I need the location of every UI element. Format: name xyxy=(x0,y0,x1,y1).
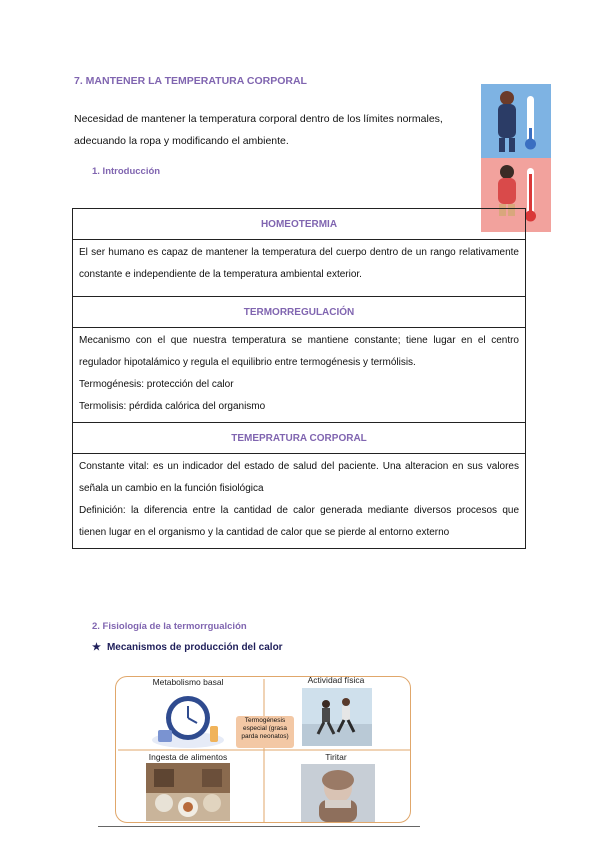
concepts-table xyxy=(72,208,526,549)
caption-ingesta: Ingesta de alimentos xyxy=(148,752,228,762)
termogenesis-box xyxy=(236,716,294,748)
intro-line-1: Necesidad de mantener la temperatura corporal dentro de los límites normales, xyxy=(74,113,443,125)
temperatura-body xyxy=(73,453,525,548)
termogenesis-text: Termogénesis: protección del calor xyxy=(79,379,234,390)
homeotermia-title: HOMEOTERMIA xyxy=(260,218,338,230)
termorregulacion-text: Mecanismo con el que nuestra temperatura se mantiene constante; tiene lugar en el centro regulador hipotalámico y regula el equilibrio entre termogénesis y termólisis. xyxy=(79,335,519,368)
constante-vital-text: Constante vital: es un indicador del estado de salud del paciente. Una alteracion en sus valores señala un cambio en la función fisiológica xyxy=(79,461,519,494)
subsection-fisiologia: 2. Fisiología de la termorrgualción xyxy=(92,621,247,632)
caption-metabolismo: Metabolismo basal xyxy=(152,677,224,687)
mechanisms-title: Mecanismos de producción del calor xyxy=(106,642,283,653)
homeotermia-body xyxy=(73,239,525,296)
termorregulacion-title: TERMORREGULACIÓN xyxy=(73,296,525,327)
running-photo xyxy=(302,688,372,746)
food-photo xyxy=(146,763,230,821)
clock-icon xyxy=(150,690,228,750)
intro-line-2: adecuando la ropa y modificando el ambiente. xyxy=(74,135,289,147)
center-line-2: especial (grasa xyxy=(242,725,288,732)
homeotermia-text: El ser humano es capaz de mantener la temperatura del cuerpo dentro de un rango relativamente constante e independiente de la temperatura ambiental exterior. xyxy=(79,247,519,280)
star-icon: ★ xyxy=(92,642,101,653)
intro-text xyxy=(74,108,474,152)
shivering-photo xyxy=(301,764,375,822)
center-line-1: Termogénesis xyxy=(244,717,286,724)
caption-actividad: Actividad física xyxy=(307,675,365,685)
mechanisms-heading xyxy=(92,642,283,653)
caption-tiritar: Tiritar xyxy=(325,752,347,762)
center-line-3: parda neonatos) xyxy=(241,733,289,740)
temperatura-title: TEMEPRATURA CORPORAL xyxy=(73,422,525,453)
section-heading: 7. MANTENER LA TEMPERATURA CORPORAL xyxy=(74,75,307,87)
termolisis-text: Termolisis: pérdida calórica del organismo xyxy=(79,401,266,412)
termorregulacion-body xyxy=(73,327,525,422)
subsection-introduccion: 1. Introducción xyxy=(92,166,161,177)
definicion-text: Definición: la diferencia entre la cantidad de calor generada mediante diversos procesos que tienen lugar en el organismo y la cantidad de calor que se pierde al entorno externo xyxy=(79,505,519,538)
footer-divider xyxy=(98,826,420,827)
